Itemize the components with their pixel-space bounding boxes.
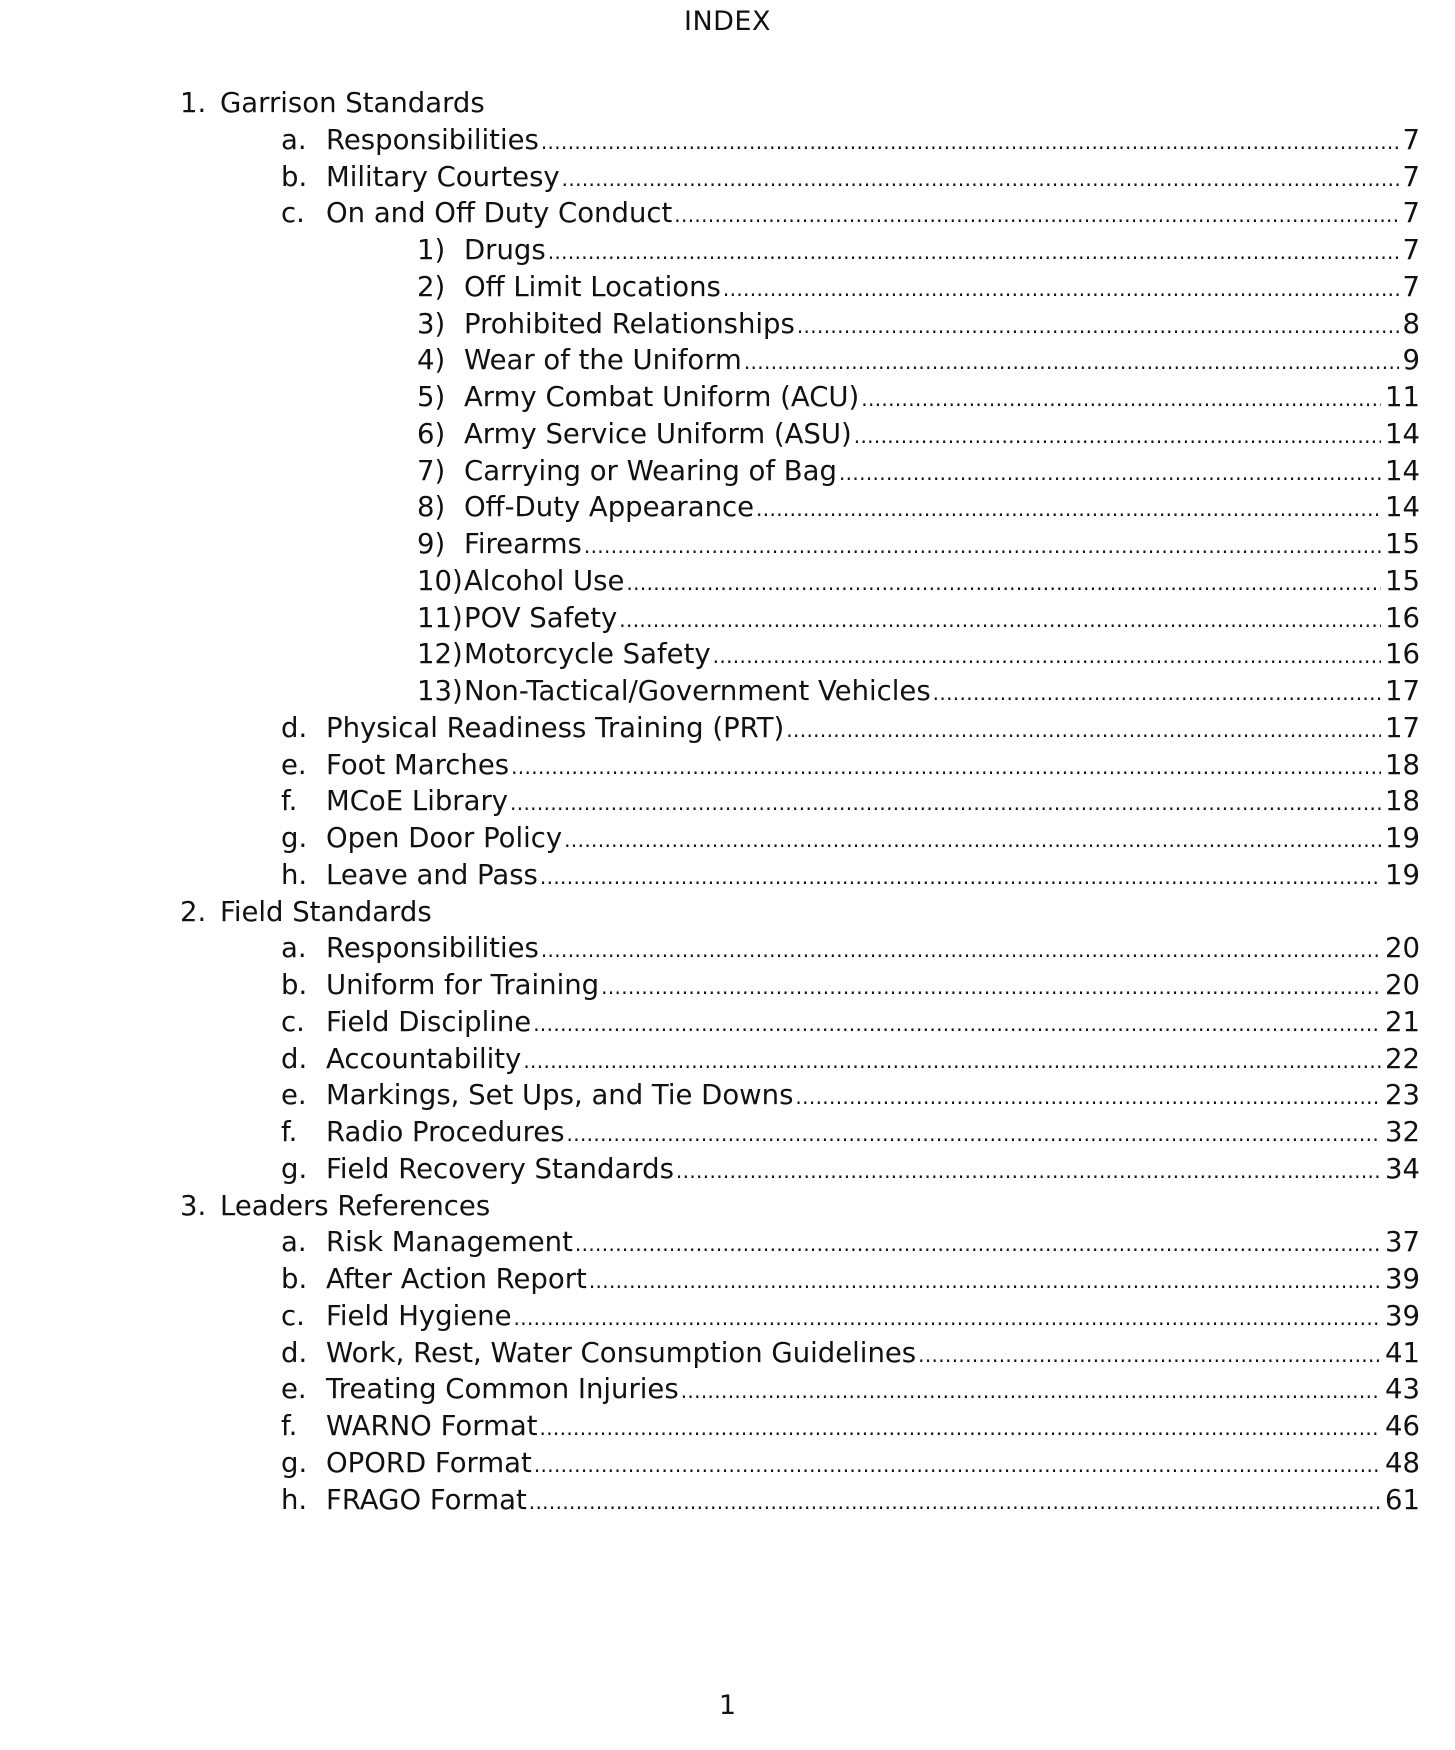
dot-leader	[514, 1301, 1381, 1335]
toc-entry[interactable]	[417, 233, 1420, 269]
dot-leader	[564, 823, 1381, 857]
toc-entry-title: Accountability	[326, 1042, 522, 1075]
toc-entry-page: 17	[1385, 711, 1420, 744]
toc-entry-marker: f.	[281, 1116, 298, 1148]
dot-leader	[510, 786, 1381, 820]
toc-entry[interactable]	[281, 1152, 1420, 1188]
toc-entry-title: Motorcycle Safety	[464, 638, 711, 671]
dot-leader	[681, 1374, 1381, 1408]
toc-entry-title: Uniform for Training	[326, 969, 600, 1001]
toc-entry-title: Leaders References	[220, 1189, 491, 1222]
toc-entry[interactable]	[281, 821, 1420, 857]
toc-entry[interactable]	[417, 454, 1420, 490]
toc-entry[interactable]	[281, 1299, 1420, 1335]
toc-entry-title: Responsibilities	[326, 932, 539, 965]
toc-entry[interactable]	[281, 196, 1420, 232]
toc-entry-title: Prohibited Relationships	[464, 307, 795, 340]
dot-leader	[541, 933, 1381, 967]
dot-leader	[933, 676, 1381, 710]
toc-entry-page: 14	[1385, 454, 1420, 487]
toc-entry[interactable]	[281, 123, 1420, 159]
dot-leader	[626, 566, 1381, 600]
toc-entry-title: Open Door Policy	[326, 822, 563, 854]
dot-leader	[713, 639, 1381, 673]
toc-section-heading[interactable]	[180, 86, 1080, 120]
toc-entry[interactable]	[281, 1078, 1420, 1114]
toc-entry[interactable]	[281, 1005, 1420, 1041]
toc-entry-title: POV Safety	[464, 601, 618, 634]
toc-entry-title: After Action Report	[326, 1263, 587, 1295]
toc-entry-title: Markings, Set Ups, and Tie Downs	[326, 1079, 794, 1112]
toc-entry-marker: e.	[281, 1373, 307, 1406]
dot-leader	[589, 1264, 1381, 1298]
toc-entry-title: Field Hygiene	[326, 1299, 512, 1332]
toc-entry-marker: 13)	[417, 675, 463, 707]
toc-entry-marker: e.	[281, 748, 307, 781]
toc-entry-marker: g.	[281, 822, 308, 854]
toc-entry-page: 21	[1385, 1005, 1420, 1038]
toc-entry-page: 22	[1385, 1042, 1420, 1075]
toc-entry-title: WARNO Format	[326, 1410, 538, 1442]
toc-entry-marker: a.	[281, 1226, 307, 1259]
toc-entry-marker: f.	[281, 785, 298, 818]
toc-entry[interactable]	[281, 1483, 1420, 1519]
toc-entry-page: 7	[1402, 234, 1420, 266]
toc-entry-title: Army Combat Uniform (ACU)	[464, 381, 860, 413]
toc-entry-title: Field Recovery Standards	[326, 1152, 674, 1185]
toc-entry-page: 46	[1385, 1410, 1420, 1442]
toc-entry-page: 23	[1385, 1079, 1420, 1112]
toc-entry-title: Risk Management	[326, 1226, 573, 1259]
toc-entry-title: Responsibilities	[326, 123, 539, 156]
toc-entry[interactable]	[417, 343, 1420, 379]
toc-entry-page: 18	[1385, 748, 1420, 781]
toc-entry-marker: 2.	[180, 895, 207, 928]
toc-entry-marker: c.	[281, 1005, 305, 1038]
toc-entry-page: 39	[1385, 1263, 1420, 1295]
toc-entry[interactable]	[417, 527, 1420, 563]
page-number: 1	[718, 1690, 737, 1721]
toc-entry-marker: 1.	[180, 87, 207, 119]
dot-leader	[918, 1338, 1381, 1372]
toc-entry[interactable]	[281, 1225, 1420, 1261]
toc-entry-title: Alcohol Use	[464, 564, 625, 597]
dot-leader	[548, 235, 1399, 269]
dot-leader	[854, 419, 1381, 453]
dot-leader	[676, 1154, 1381, 1188]
toc-entry[interactable]	[417, 564, 1420, 600]
toc-entry-marker: d.	[281, 711, 308, 744]
toc-entry-title: Carrying or Wearing of Bag	[464, 454, 837, 487]
toc-entry-marker: a.	[281, 932, 307, 965]
toc-entry-marker: d.	[281, 1042, 308, 1075]
toc-entry[interactable]	[417, 601, 1420, 637]
toc-entry-title: Radio Procedures	[326, 1116, 565, 1148]
toc-entry-page: 19	[1385, 858, 1420, 891]
toc-entry-marker: 5)	[417, 381, 446, 413]
toc-entry-marker: 12)	[417, 638, 463, 671]
toc-entry-page: 34	[1385, 1152, 1420, 1185]
toc-entry-marker: 2)	[417, 270, 446, 303]
toc-entry[interactable]	[281, 931, 1420, 967]
dot-leader	[723, 272, 1399, 306]
toc-entry-page: 17	[1385, 675, 1420, 707]
toc-entry-marker: 3)	[417, 307, 446, 340]
toc-entry-marker: c.	[281, 197, 305, 230]
dot-leader	[523, 1044, 1381, 1078]
toc-entry-page: 37	[1385, 1226, 1420, 1259]
toc-entry-title: FRAGO Format	[326, 1483, 527, 1516]
toc-entry-page: 41	[1385, 1336, 1420, 1369]
dot-leader	[584, 529, 1381, 563]
toc-entry-title: Leave and Pass	[326, 858, 538, 891]
toc-entry-marker: b.	[281, 1263, 308, 1295]
toc-entry-page: 32	[1385, 1116, 1420, 1148]
toc-entry-page: 48	[1385, 1446, 1420, 1479]
toc-entry[interactable]	[417, 637, 1420, 673]
dot-leader	[575, 1227, 1381, 1261]
toc-entry-page: 15	[1385, 564, 1420, 597]
toc-entry-page: 14	[1385, 417, 1420, 450]
dot-leader	[797, 309, 1399, 343]
toc-entry[interactable]	[281, 784, 1420, 820]
dot-leader	[861, 382, 1381, 416]
toc-entry-marker: 7)	[417, 454, 446, 487]
toc-entry-page: 14	[1385, 491, 1420, 524]
toc-entry-page: 43	[1385, 1373, 1420, 1406]
dot-leader	[795, 1080, 1381, 1114]
toc-entry-page: 16	[1385, 601, 1420, 634]
toc-entry-marker: g.	[281, 1446, 308, 1479]
toc-entry-title: Work, Rest, Water Consumption Guidelines	[326, 1336, 917, 1369]
toc-entry-page: 20	[1385, 969, 1420, 1001]
toc-entry-marker: e.	[281, 1079, 307, 1112]
toc-entry-marker: c.	[281, 1299, 305, 1332]
toc-entry[interactable]	[281, 1409, 1420, 1445]
toc-entry-marker: 8)	[417, 491, 446, 524]
dot-leader	[529, 1485, 1381, 1519]
toc-entry-title: Field Discipline	[326, 1005, 532, 1038]
toc-entry-marker: b.	[281, 160, 308, 193]
toc-section-heading[interactable]	[180, 1189, 1080, 1223]
toc-entry-marker: 1)	[417, 234, 446, 266]
toc-entry-marker: g.	[281, 1152, 308, 1185]
toc-entry[interactable]	[281, 1336, 1420, 1372]
dot-leader	[539, 1411, 1381, 1445]
toc-entry[interactable]	[281, 1115, 1420, 1151]
dot-leader	[786, 713, 1381, 747]
toc-entry[interactable]	[281, 1446, 1420, 1482]
dot-leader	[533, 1007, 1381, 1041]
toc-entry-title: Firearms	[464, 528, 582, 560]
toc-entry[interactable]	[281, 1042, 1420, 1078]
dot-leader	[562, 162, 1399, 196]
toc-entry-title: Army Service Uniform (ASU)	[464, 417, 852, 450]
toc-entry-page: 7	[1402, 197, 1420, 230]
toc-entry[interactable]	[417, 380, 1420, 416]
toc-entry[interactable]	[417, 417, 1420, 453]
toc-entry[interactable]	[281, 1372, 1420, 1408]
toc-entry-marker: h.	[281, 858, 308, 891]
toc-entry-title: MCoE Library	[326, 785, 509, 818]
toc-entry[interactable]	[281, 1262, 1420, 1298]
toc-entry-marker: h.	[281, 1483, 308, 1516]
toc-entry-marker: f.	[281, 1410, 298, 1442]
toc-entry-title: Garrison Standards	[220, 87, 485, 119]
dot-leader	[511, 750, 1381, 784]
toc-entry-page: 7	[1402, 123, 1420, 156]
toc-entry-page: 20	[1385, 932, 1420, 965]
toc-entry-marker: d.	[281, 1336, 308, 1369]
dot-leader	[541, 125, 1399, 159]
toc-entry-title: Off-Duty Appearance	[464, 491, 755, 524]
toc-entry-marker: 6)	[417, 417, 446, 450]
toc-entry[interactable]	[417, 307, 1420, 343]
toc-entry-title: On and Off Duty Conduct	[326, 197, 673, 230]
dot-leader	[601, 970, 1381, 1004]
dot-leader	[756, 492, 1381, 526]
toc-entry-marker: b.	[281, 969, 308, 1001]
toc-entry-page: 18	[1385, 785, 1420, 818]
toc-entry-page: 8	[1402, 307, 1420, 340]
dot-leader	[674, 198, 1398, 232]
toc-entry-marker: 11)	[417, 601, 463, 634]
dot-leader	[619, 603, 1381, 637]
toc-entry[interactable]	[281, 711, 1420, 747]
toc-entry-title: Drugs	[464, 234, 546, 266]
toc-entry-title: Foot Marches	[326, 748, 510, 781]
dot-leader	[534, 1448, 1381, 1482]
toc-entry-title: Wear of the Uniform	[464, 344, 742, 377]
toc-entry-page: 61	[1385, 1483, 1420, 1516]
toc-entry[interactable]	[417, 490, 1420, 526]
toc-entry-page: 39	[1385, 1299, 1420, 1332]
page-title: INDEX	[683, 6, 771, 37]
toc-entry-page: 9	[1402, 344, 1420, 377]
toc-entry-marker: a.	[281, 123, 307, 156]
toc-entry-title: Treating Common Injuries	[326, 1373, 679, 1406]
toc-entry-marker: 3.	[180, 1189, 207, 1222]
toc-entry[interactable]	[281, 160, 1420, 196]
toc-entry-marker: 9)	[417, 528, 446, 560]
toc-entry-page: 11	[1385, 381, 1420, 413]
toc-entry[interactable]	[281, 968, 1420, 1004]
toc-entry-title: Military Courtesy	[326, 160, 560, 193]
dot-leader	[744, 345, 1399, 379]
toc-entry-title: Off Limit Locations	[464, 270, 721, 303]
toc-entry-title: Non-Tactical/Government Vehicles	[464, 675, 931, 707]
toc-entry-page: 7	[1402, 270, 1420, 303]
toc-entry-marker: 4)	[417, 344, 446, 377]
toc-entry-page: 15	[1385, 528, 1420, 560]
toc-entry[interactable]	[417, 674, 1420, 710]
dot-leader	[567, 1117, 1381, 1151]
toc-entry-marker: 10)	[417, 564, 463, 597]
toc-entry-title: Field Standards	[220, 895, 432, 928]
toc-entry-title: Physical Readiness Training (PRT)	[326, 711, 785, 744]
toc-section-heading[interactable]	[180, 895, 1080, 929]
toc-entry[interactable]	[417, 270, 1420, 306]
toc-entry-page: 19	[1385, 822, 1420, 854]
toc-entry[interactable]	[281, 858, 1420, 894]
toc-entry-title: OPORD Format	[326, 1446, 532, 1479]
toc-entry[interactable]	[281, 748, 1420, 784]
toc-entry-page: 7	[1402, 160, 1420, 193]
toc-entry-page: 16	[1385, 638, 1420, 671]
dot-leader	[839, 456, 1381, 490]
dot-leader	[540, 860, 1381, 894]
